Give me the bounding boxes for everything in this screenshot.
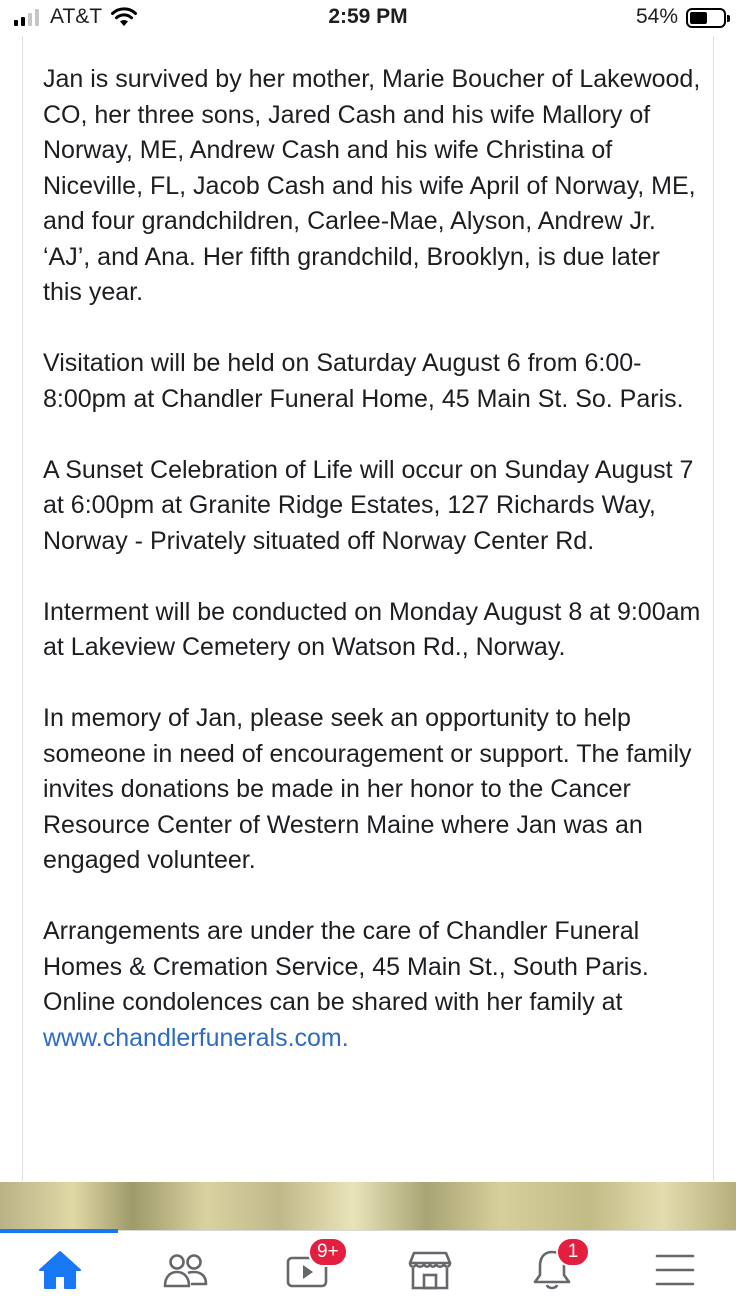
video-notification-badge: 9+ [308,1237,348,1267]
menu-icon [653,1250,697,1290]
paragraph-memory: In memory of Jan, please seek an opportunity to help someone in need of encouragement or support. The family invites donations be made in her honor to the Cancer Resource Center of Western Maine where Jan was an engaged volunteer. [43,704,692,874]
marketplace-icon [408,1249,452,1291]
paragraph-arrangements [43,914,703,1056]
tab-friends[interactable] [160,1245,210,1295]
tab-marketplace[interactable] [405,1245,455,1295]
tab-home[interactable] [35,1245,85,1295]
arrangements-text: Arrangements are under the care of Chandler Funeral Homes & Cremation Service, 45 Main St., South Paris. Online condolences can be shared with her family at [43,917,649,1016]
active-tab-indicator [0,1229,118,1233]
article-body [43,62,703,1092]
paragraph-survivors: Jan is survived by her mother, Marie Boucher of Lakewood, CO, her three sons, Jared Cash and his wife Mallory of Norway, ME, Andrew Cash and his wife Christina of Niceville, FL, Jacob Cash and his wife April of Norway, ME, and four grandchildren, Carlee-Mae, Alyson, Andrew Jr. ‘AJ’, and Ana. Her fifth grandchild, Brooklyn, is due later this year. [43,65,701,306]
bottom-tab-bar [0,1230,736,1308]
status-bar [0,0,736,36]
notification-badge: 1 [556,1237,590,1267]
photo-preview[interactable] [0,1182,736,1230]
home-icon [38,1250,82,1290]
battery-icon [686,8,726,28]
battery-percentage: 54% [635,5,678,28]
tab-menu[interactable] [650,1245,700,1295]
friends-icon [161,1250,209,1290]
paragraph-celebration: A Sunset Celebration of Life will occur on Sunday August 7 at 6:00pm at Granite Ridge Estates, 127 Richards Way, Norway - Privately situated off Norway Center Rd. [43,455,694,555]
clock: 2:59 PM [328,5,408,28]
paragraph-interment: Interment will be conducted on Monday August 8 at 9:00am at Lakeview Cemetery on Watson Rd., Norway. [43,597,701,661]
carrier-name: AT&T [50,5,103,28]
funeral-home-link[interactable]: www.chandlerfunerals.com. [43,1023,349,1052]
paragraph-visitation: Visitation will be held on Saturday August 6 from 6:00-8:00pm at Chandler Funeral Home, 45 Main St. So. Paris. [43,349,684,413]
